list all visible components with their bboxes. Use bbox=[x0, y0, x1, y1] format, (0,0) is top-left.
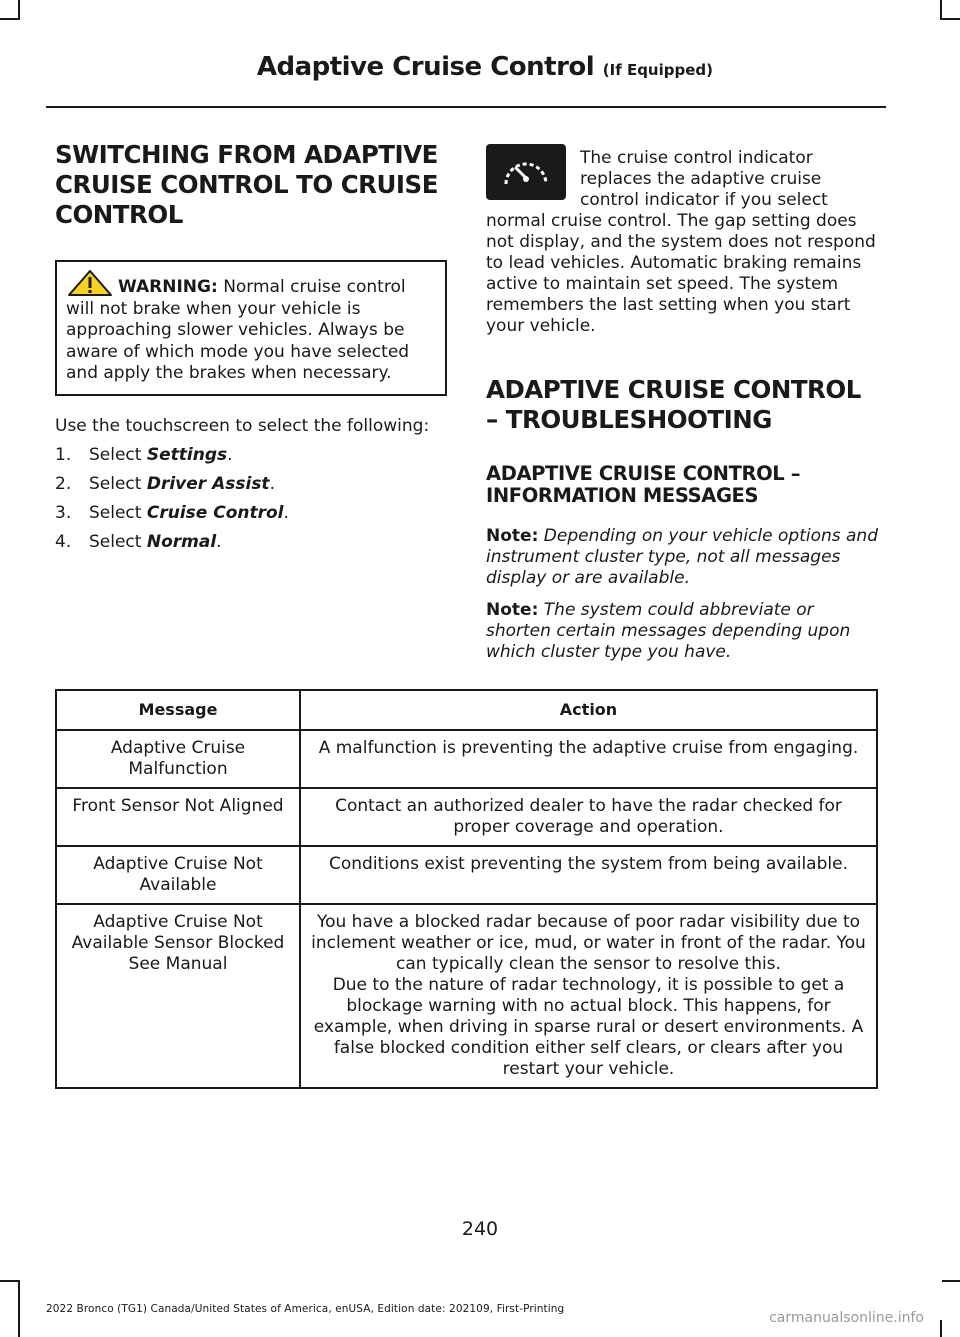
step-suffix: . bbox=[227, 444, 233, 465]
page-number: 240 bbox=[461, 1218, 499, 1240]
column-header-action: Action bbox=[300, 690, 877, 730]
header-title-text: Adaptive Cruise Control bbox=[256, 52, 595, 82]
subheading-information-messages: ADAPTIVE CRUISE CONTROL – INFORMATION MESSAGES bbox=[486, 462, 801, 507]
note-label: Note: bbox=[486, 600, 539, 620]
table-row bbox=[56, 730, 877, 788]
action-paragraph: Contact an authorized dealer to have the radar checked for proper coverage and operation. bbox=[335, 796, 842, 837]
note-text: The system could abbreviate or shorten certain messages depending upon which cluster type you have. bbox=[486, 600, 851, 662]
information-messages-table bbox=[55, 689, 878, 1089]
note-text: Depending on your vehicle options and instrument cluster type, not all messages display or are available. bbox=[486, 526, 878, 588]
cruise-control-indicator-icon bbox=[486, 144, 566, 200]
step-menu-item: Cruise Control bbox=[146, 502, 284, 523]
step-item bbox=[55, 503, 447, 524]
step-prefix: Select bbox=[89, 473, 147, 494]
step-menu-item: Settings bbox=[146, 444, 228, 465]
intro-text: Use the touchscreen to select the following: bbox=[55, 415, 430, 436]
crop-mark bbox=[0, 18, 18, 20]
column-header-message: Message bbox=[56, 690, 300, 730]
message-cell: Adaptive Cruise Not Available bbox=[56, 846, 300, 904]
message-cell: Adaptive Cruise Not Available Sensor Blocked See Manual bbox=[56, 904, 300, 1088]
warning-label: WARNING: bbox=[118, 277, 218, 297]
indicator-description: The cruise control indicator replaces the adaptive cruise control indicator if you select normal cruise control. The gap setting does not display, and the system does not respond to lead vehicles. Automatic braking remains active to maintain set speed. The system remembers the last setting when you start your vehicle. bbox=[486, 148, 876, 336]
steps-list bbox=[55, 445, 447, 553]
step-menu-item: Driver Assist bbox=[146, 473, 270, 494]
action-paragraph: A malfunction is preventing the adaptive cruise from engaging. bbox=[318, 738, 859, 758]
step-item bbox=[55, 474, 447, 495]
step-prefix: Select bbox=[89, 444, 147, 465]
table-row bbox=[56, 846, 877, 904]
action-paragraph: Due to the nature of radar technology, it is possible to get a blockage warning with no actual block. This happens, for example, when driving in sparse rural or desert environments. A false blocked condition either self clears, or clears after you restart your vehicle. bbox=[313, 975, 864, 1079]
crop-mark bbox=[940, 0, 942, 20]
warning-box bbox=[55, 260, 447, 396]
crop-mark bbox=[18, 1280, 20, 1337]
note-item bbox=[486, 526, 878, 589]
action-paragraph: You have a blocked radar because of poor radar visibility due to inclement weather or ice, mud, or water in front of the radar. You can typically clean the sensor to resolve this. bbox=[311, 912, 866, 974]
crop-mark bbox=[942, 1280, 960, 1282]
watermark: carmanualsonline.info bbox=[769, 1310, 924, 1326]
crop-mark bbox=[942, 18, 960, 20]
page-header-title bbox=[257, 52, 713, 82]
left-column bbox=[55, 140, 447, 561]
note-item bbox=[486, 600, 878, 663]
section-heading-troubleshooting: ADAPTIVE CRUISE CONTROL – TROUBLESHOOTING bbox=[486, 375, 861, 434]
note-block bbox=[486, 526, 878, 663]
crop-mark bbox=[18, 0, 20, 20]
note-label: Note: bbox=[486, 526, 539, 546]
header-divider bbox=[46, 106, 886, 108]
crop-mark bbox=[940, 1320, 942, 1337]
step-suffix: . bbox=[269, 473, 275, 494]
step-number: 4. bbox=[55, 531, 72, 552]
step-number: 1. bbox=[55, 444, 72, 465]
action-cell bbox=[300, 788, 877, 846]
step-item bbox=[55, 445, 447, 466]
table-header-row bbox=[56, 690, 877, 730]
step-menu-item: Normal bbox=[146, 531, 217, 552]
step-suffix: . bbox=[283, 502, 289, 523]
action-cell bbox=[300, 846, 877, 904]
action-cell bbox=[300, 904, 877, 1088]
right-column bbox=[486, 140, 878, 663]
step-item bbox=[55, 532, 447, 553]
edition-footer: 2022 Bronco (TG1) Canada/United States of America, enUSA, Edition date: 202109, First-Printing bbox=[46, 1303, 565, 1315]
step-suffix: . bbox=[216, 531, 222, 552]
message-cell: Front Sensor Not Aligned bbox=[56, 788, 300, 846]
step-prefix: Select bbox=[89, 531, 147, 552]
message-cell: Adaptive Cruise Malfunction bbox=[56, 730, 300, 788]
table-row bbox=[56, 904, 877, 1088]
action-paragraph: Conditions exist preventing the system from being available. bbox=[329, 854, 848, 874]
header-qualifier: (If Equipped) bbox=[602, 61, 713, 79]
crop-mark bbox=[0, 1280, 18, 1282]
step-number: 2. bbox=[55, 473, 72, 494]
step-number: 3. bbox=[55, 502, 72, 523]
warning-text: Normal cruise control will not brake when your vehicle is approaching slower vehicles. Always be aware of which mode you have selected and apply the brakes when necessary. bbox=[66, 277, 410, 383]
table-row bbox=[56, 788, 877, 846]
action-cell bbox=[300, 730, 877, 788]
warning-triangle-icon bbox=[68, 270, 112, 296]
section-heading-switching: SWITCHING FROM ADAPTIVE CRUISE CONTROL TO CRUISE CONTROL bbox=[55, 140, 438, 229]
step-prefix: Select bbox=[89, 502, 147, 523]
